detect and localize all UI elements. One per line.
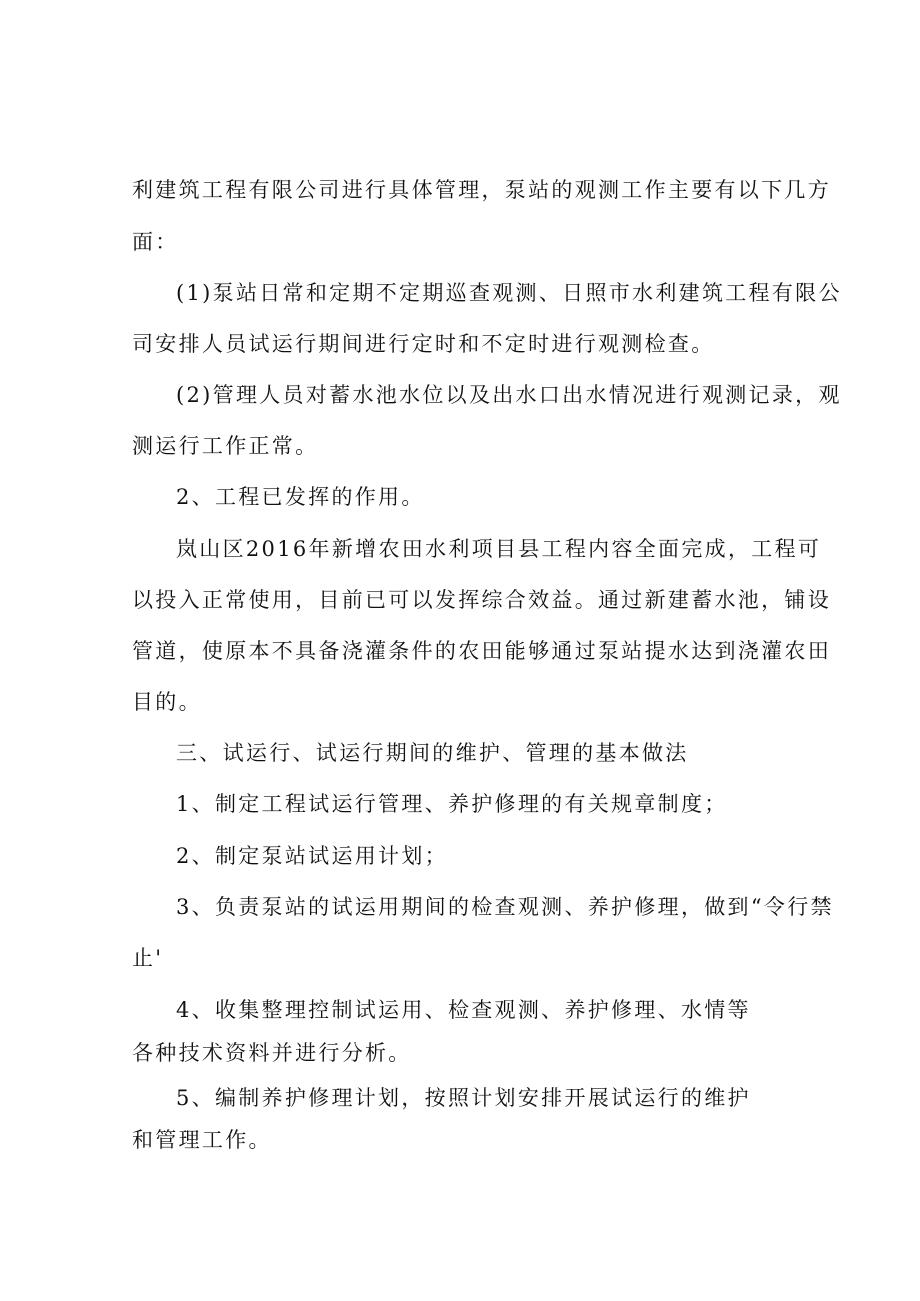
effect-paragraph-line-2: 以投入正常使用，目前已可以发挥综合效益。通过新建蓄水池，铺设 [132, 588, 831, 612]
measure-3-line-2: 止' [132, 946, 164, 970]
measure-5-line-2: 和管理工作。 [132, 1128, 272, 1152]
section-heading: 三、试运行、试运行期间的维护、管理的基本做法 [176, 741, 689, 765]
observation-item-1-line-1: (1)泵站日常和定期不定期巡查观测、日照市水利建筑工程有限公 [176, 281, 842, 305]
effect-heading: 2、工程已发挥的作用。 [176, 485, 425, 509]
measure-5-line-1: 5、编制养护修理计划，按照计划安排开展试运行的维护 [176, 1086, 751, 1110]
measure-1-line-1: 1、制定工程试运行管理、养护修理的有关规章制度； [176, 792, 728, 816]
measure-2-line-1: 2、制定泵站试运用计划； [176, 844, 448, 868]
observation-item-2-line-2: 测运行工作正常。 [132, 434, 319, 458]
intro-line-1: 利建筑工程有限公司进行具体管理，泵站的观测工作主要有以下几方 [132, 178, 831, 202]
observation-item-2-line-1: (2)管理人员对蓄水池水位以及出水口出水情况进行观测记录，观 [176, 383, 842, 407]
measure-4-line-1: 4、收集整理控制试运用、检查观测、养护修理、水情等 [176, 998, 751, 1022]
measure-3-line-1: 3、负责泵站的试运用期间的检查观测、养护修理，做到“令行禁 [176, 895, 834, 919]
intro-line-2: 面： [132, 230, 179, 254]
effect-paragraph-line-1: 岚山区2016年新增农田水利项目县工程内容全面完成，工程可 [176, 537, 822, 561]
observation-item-1-line-2: 司安排人员试运行期间进行定时和不定时进行观测检查。 [132, 332, 715, 356]
effect-paragraph-line-4: 目的。 [132, 690, 202, 714]
effect-paragraph-line-3: 管道，使原本不具备浇灌条件的农田能够通过泵站提水达到浇灌农田 [132, 639, 831, 663]
measure-4-line-2: 各种技术资料并进行分析。 [132, 1041, 412, 1065]
